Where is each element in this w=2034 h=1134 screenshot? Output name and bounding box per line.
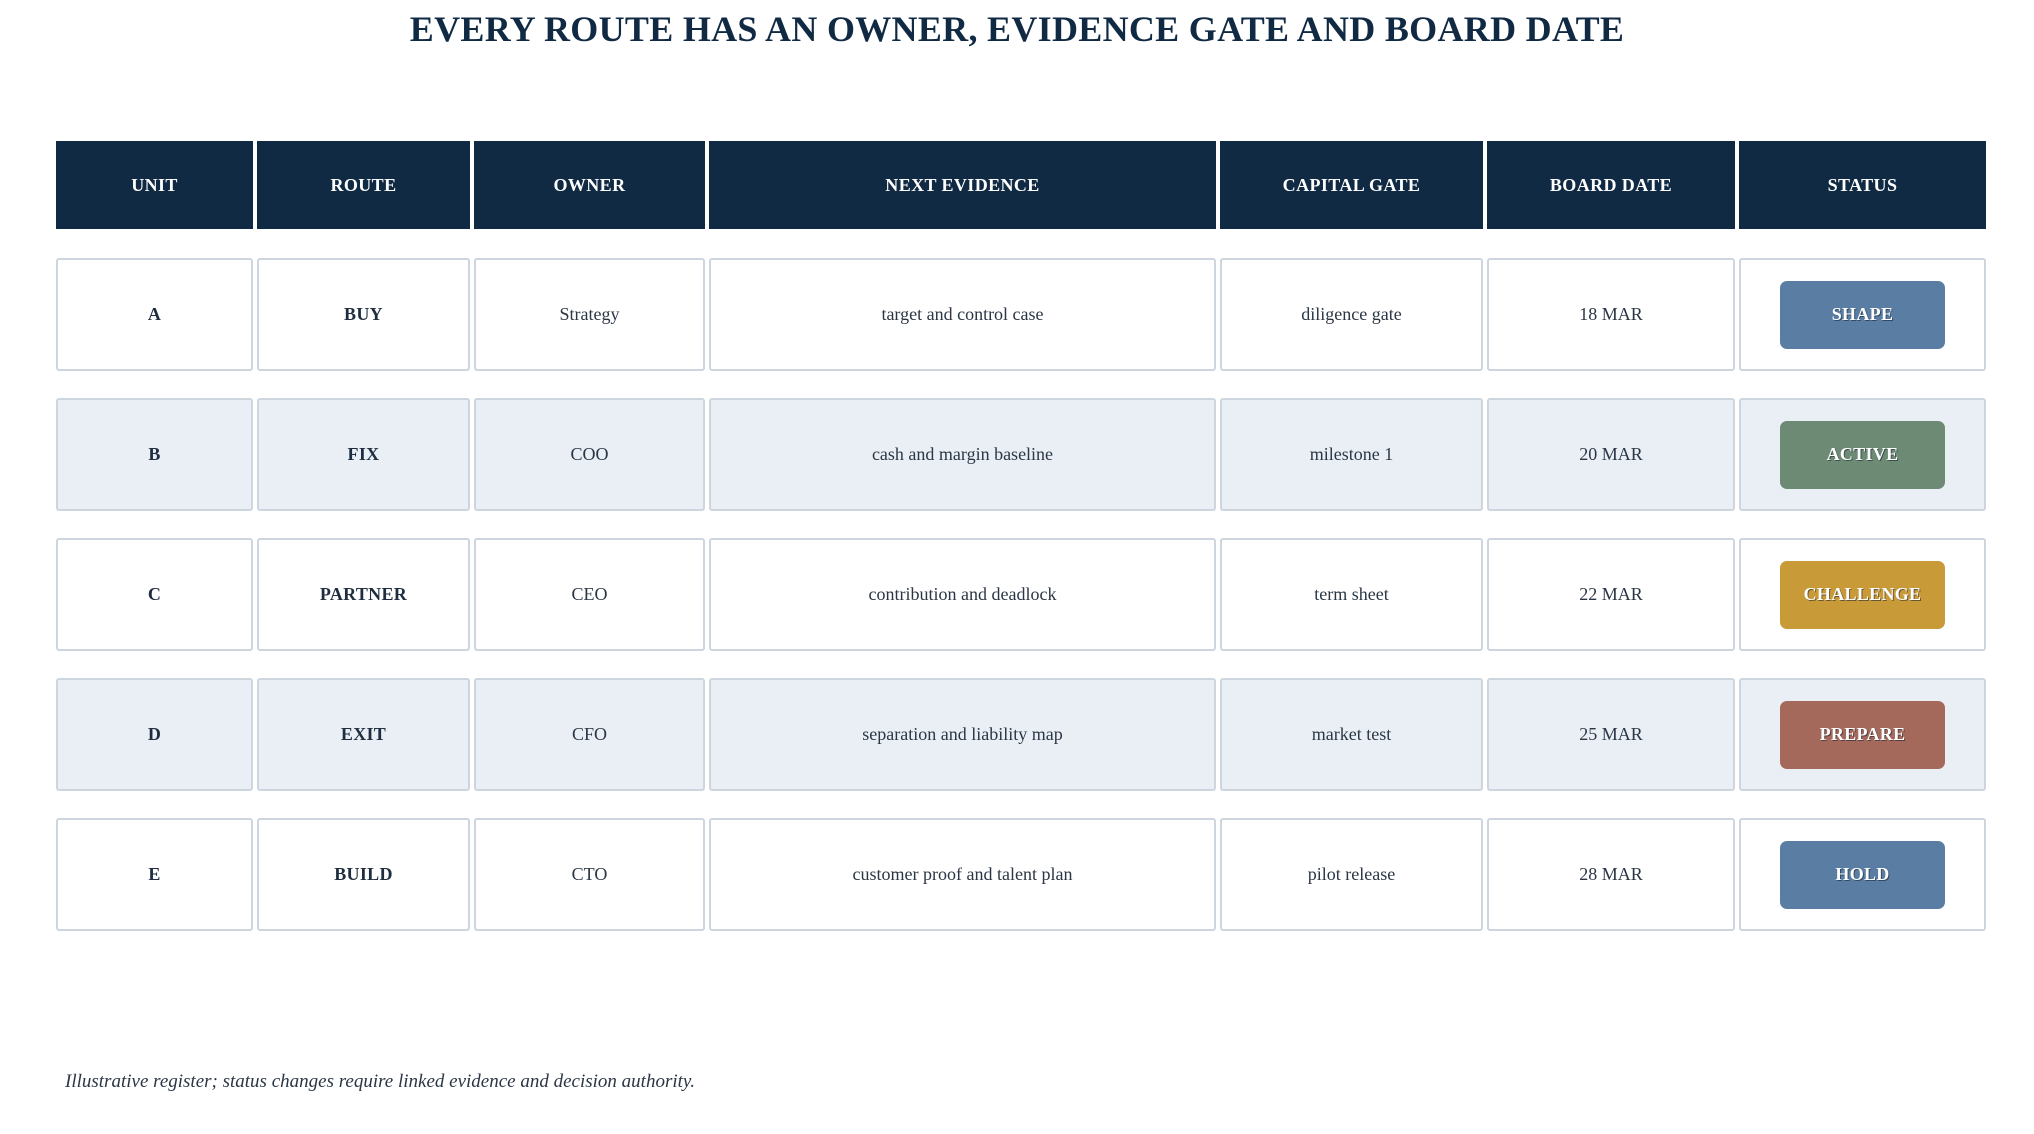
column-header-route: ROUTE <box>257 141 470 229</box>
unit-cell: E <box>56 818 253 931</box>
status-badge: CHALLENGE <box>1780 561 1945 629</box>
column-header-owner: OWNER <box>474 141 705 229</box>
owner-cell: COO <box>474 398 705 511</box>
column-header-next-evidence: NEXT EVIDENCE <box>709 141 1216 229</box>
capital-gate-cell: market test <box>1220 678 1483 791</box>
table-row <box>56 818 1985 931</box>
owner-cell: Strategy <box>474 258 705 371</box>
board-date-cell: 18 MAR <box>1487 258 1735 371</box>
owner-cell: CFO <box>474 678 705 791</box>
table-row <box>56 678 1985 791</box>
capital-gate-cell: pilot release <box>1220 818 1483 931</box>
column-header-status: STATUS <box>1739 141 1986 229</box>
board-date-cell: 28 MAR <box>1487 818 1735 931</box>
table-row <box>56 258 1985 371</box>
next-evidence-cell: contribution and deadlock <box>709 538 1216 651</box>
owner-cell: CEO <box>474 538 705 651</box>
status-badge: HOLD <box>1780 841 1945 909</box>
board-date-cell: 22 MAR <box>1487 538 1735 651</box>
status-badge: SHAPE <box>1780 281 1945 349</box>
table-body <box>56 258 1985 931</box>
next-evidence-cell: customer proof and talent plan <box>709 818 1216 931</box>
unit-cell: A <box>56 258 253 371</box>
unit-cell: C <box>56 538 253 651</box>
capital-gate-cell: term sheet <box>1220 538 1483 651</box>
footnote: Illustrative register; status changes require linked evidence and decision authority. <box>65 1071 696 1092</box>
status-cell <box>1739 258 1986 371</box>
route-cell: FIX <box>257 398 470 511</box>
route-cell: BUILD <box>257 818 470 931</box>
board-date-cell: 20 MAR <box>1487 398 1735 511</box>
next-evidence-cell: target and control case <box>709 258 1216 371</box>
route-register-table <box>56 141 1985 958</box>
next-evidence-cell: cash and margin baseline <box>709 398 1216 511</box>
route-cell: EXIT <box>257 678 470 791</box>
table-row <box>56 538 1985 651</box>
status-cell <box>1739 398 1986 511</box>
column-header-capital-gate: CAPITAL GATE <box>1220 141 1483 229</box>
owner-cell: CTO <box>474 818 705 931</box>
table-row <box>56 398 1985 511</box>
capital-gate-cell: diligence gate <box>1220 258 1483 371</box>
status-cell <box>1739 818 1986 931</box>
next-evidence-cell: separation and liability map <box>709 678 1216 791</box>
board-date-cell: 25 MAR <box>1487 678 1735 791</box>
route-cell: PARTNER <box>257 538 470 651</box>
column-header-board-date: BOARD DATE <box>1487 141 1735 229</box>
unit-cell: D <box>56 678 253 791</box>
route-cell: BUY <box>257 258 470 371</box>
capital-gate-cell: milestone 1 <box>1220 398 1483 511</box>
table-header-row <box>56 141 1985 229</box>
status-cell <box>1739 678 1986 791</box>
status-badge: ACTIVE <box>1780 421 1945 489</box>
unit-cell: B <box>56 398 253 511</box>
page-title: EVERY ROUTE HAS AN OWNER, EVIDENCE GATE AND BOARD DATE <box>409 9 1625 49</box>
column-header-unit: UNIT <box>56 141 253 229</box>
status-badge: PREPARE <box>1780 701 1945 769</box>
status-cell <box>1739 538 1986 651</box>
